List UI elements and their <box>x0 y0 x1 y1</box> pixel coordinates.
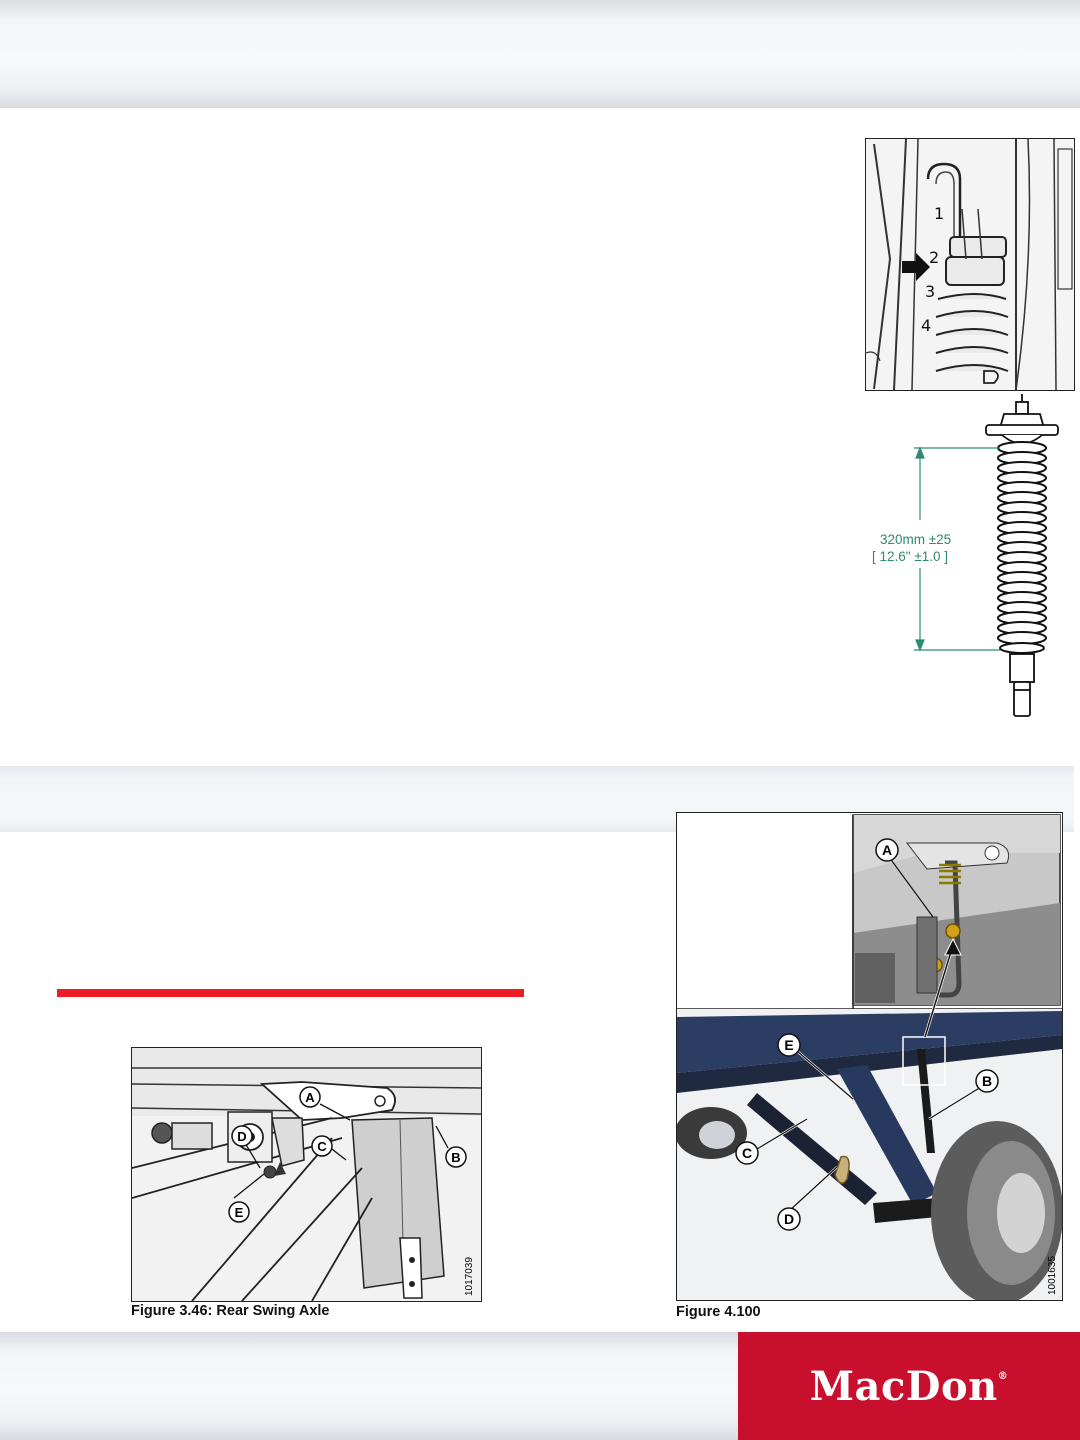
shock-bottom-mount <box>1010 654 1034 716</box>
svg-text:B: B <box>981 1073 993 1089</box>
callout-b <box>976 1070 998 1092</box>
slot-position-figure <box>865 138 1075 391</box>
callout-d <box>232 1126 252 1146</box>
svg-text:E: E <box>784 1037 794 1053</box>
brand-name: MacDon® <box>809 1362 1009 1410</box>
rear-swing-axle-figure <box>131 1047 482 1302</box>
svg-text:A: A <box>881 842 893 858</box>
slot-number-4: 4 <box>921 316 932 335</box>
svg-text:B: B <box>451 1150 461 1165</box>
brand-logo <box>738 1332 1080 1440</box>
callout-e <box>229 1202 249 1222</box>
callout-e <box>778 1034 800 1056</box>
slot-number-2: 2 <box>929 248 940 267</box>
callout-a <box>300 1087 320 1107</box>
callout-b <box>446 1147 466 1167</box>
spring-top-mount <box>986 394 1058 444</box>
figure-4-100 <box>676 812 1063 1301</box>
svg-text:C: C <box>741 1145 753 1161</box>
callout-a <box>876 839 898 861</box>
red-divider-rule <box>57 989 524 997</box>
dimension-imperial-label: [ 12.6" ±1.0 ] <box>872 549 948 564</box>
figure-caption: Figure 4.100 <box>676 1304 761 1320</box>
callout-c <box>312 1136 332 1156</box>
callout-c <box>736 1142 758 1164</box>
coil-spring <box>998 442 1046 653</box>
svg-text:C: C <box>317 1139 327 1154</box>
svg-text:D: D <box>783 1211 795 1227</box>
figure-id: 1001635 <box>1047 1256 1058 1295</box>
svg-text:A: A <box>305 1090 315 1105</box>
svg-text:E: E <box>234 1205 244 1220</box>
svg-text:D: D <box>237 1129 247 1144</box>
slot-number-1: 1 <box>934 204 945 223</box>
figure-id: 1017039 <box>464 1257 475 1296</box>
dimension-metric-label: 320mm ±25 <box>880 532 952 547</box>
spring-length-figure <box>862 392 1072 718</box>
figure-caption: Figure 3.46: Rear Swing Axle <box>131 1303 330 1319</box>
callout-d <box>778 1208 800 1230</box>
slot-number-3: 3 <box>925 282 936 301</box>
page-header-band <box>0 0 1080 108</box>
